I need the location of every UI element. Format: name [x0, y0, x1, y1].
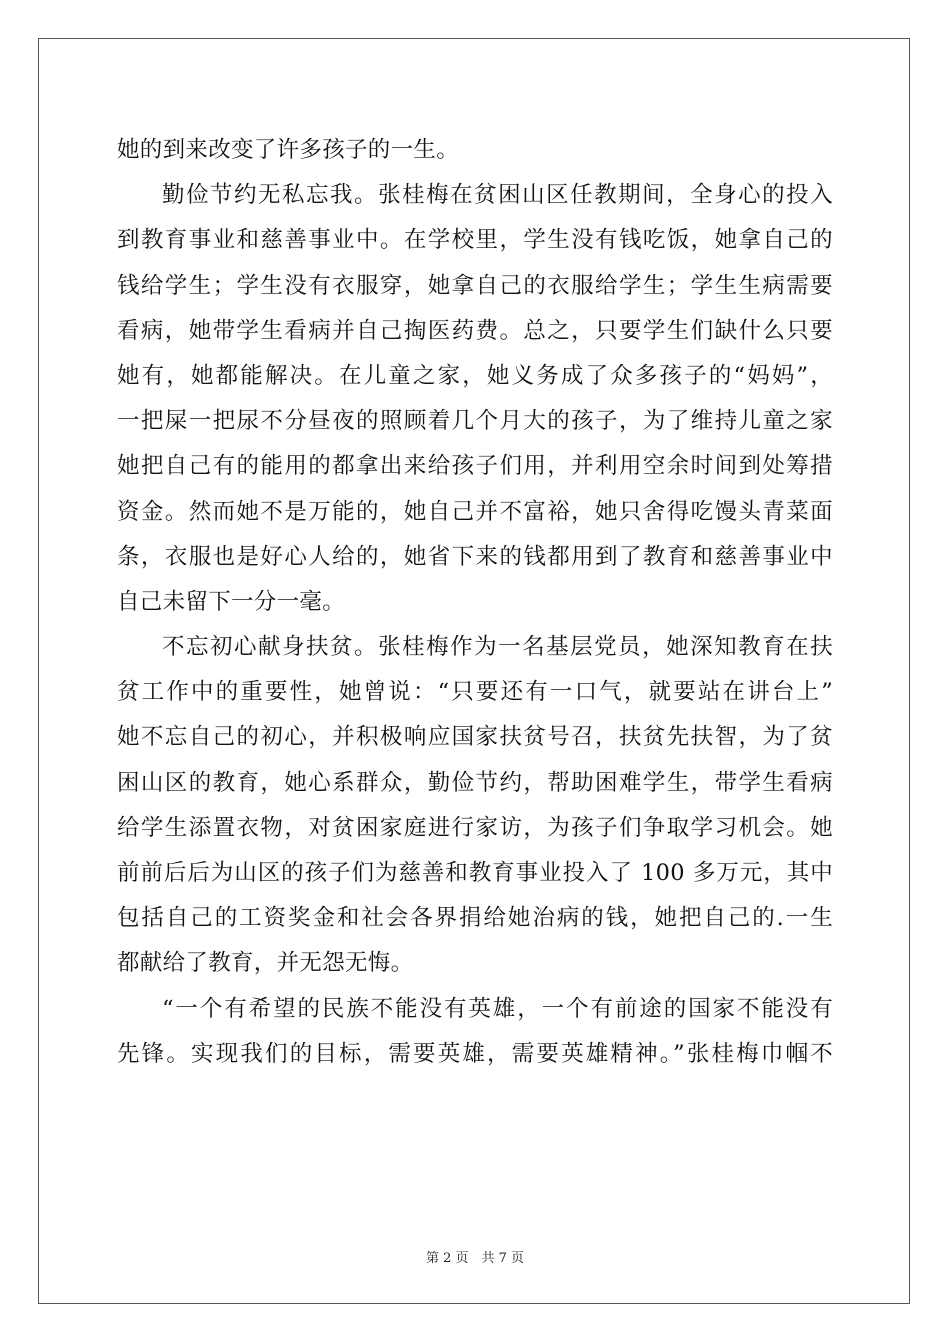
- text-line: 不忘初心献身扶贫。张桂梅作为一名基层党员，她深知教育在扶: [162, 634, 833, 661]
- text-line: 困山区的教育，她心系群众，勤俭节约，帮助困难学生，带学生看病: [117, 769, 833, 796]
- text-line: 勤俭节约无私忘我。张桂梅在贫困山区任教期间，全身心的投入: [162, 182, 833, 209]
- text-line: 她的到来改变了许多孩子的一生。: [117, 137, 460, 163]
- text-line: 钱给学生；学生没有衣服穿，她拿自己的衣服给学生；学生生病需要: [117, 272, 833, 299]
- text-line: 条，衣服也是好心人给的，她省下来的钱都用到了教育和慈善事业中: [117, 543, 833, 570]
- text-line: 前前后后为山区的孩子们为慈善和教育事业投入了 100 多万元，其中: [117, 860, 833, 886]
- text-line: 她不忘自己的初心，并积极响应国家扶贫号召，扶贫先扶智，为了贫: [117, 724, 833, 751]
- text-line: 包括自己的工资奖金和社会各界捐给她治病的钱，她把自己的.一生: [117, 905, 833, 932]
- text-line: 给学生添置衣物，对贫困家庭进行家访，为孩子们争取学习机会。她: [117, 814, 833, 841]
- page-number-footer: 第 2 页 共 7 页: [425, 1251, 525, 1266]
- text-line: 资金。然而她不是万能的，她自己并不富裕，她只舍得吃馒头青菜面: [117, 498, 833, 525]
- text-line: “一个有希望的民族不能没有英雄，一个有前途的国家不能没有: [162, 995, 833, 1022]
- text-line: 自己未留下一分一毫。: [117, 588, 346, 615]
- text-line: 她把自己有的能用的都拿出来给孩子们用，并利用空余时间到处筹措: [117, 453, 833, 480]
- text-line: 她有，她都能解决。在儿童之家，她义务成了众多孩子的“妈妈”，: [117, 362, 833, 389]
- text-line: 贫工作中的重要性，她曾说：“只要还有一口气，就要站在讲台上”: [117, 679, 833, 706]
- text-line: 看病，她带学生看病并自己掏医药费。总之，只要学生们缺什么只要: [117, 317, 833, 344]
- text-line: 到教育事业和慈善事业中。在学校里，学生没有钱吃饭，她拿自己的: [117, 227, 833, 254]
- text-line: 一把屎一把尿不分昼夜的照顾着几个月大的孩子，为了维持儿童之家: [117, 408, 833, 435]
- text-line: 都献给了教育，并无怨无悔。: [117, 950, 414, 977]
- text-line: 先锋。实现我们的目标，需要英雄，需要英雄精神。”张桂梅巾帼不: [117, 1040, 833, 1067]
- document-body: [117, 128, 833, 1077]
